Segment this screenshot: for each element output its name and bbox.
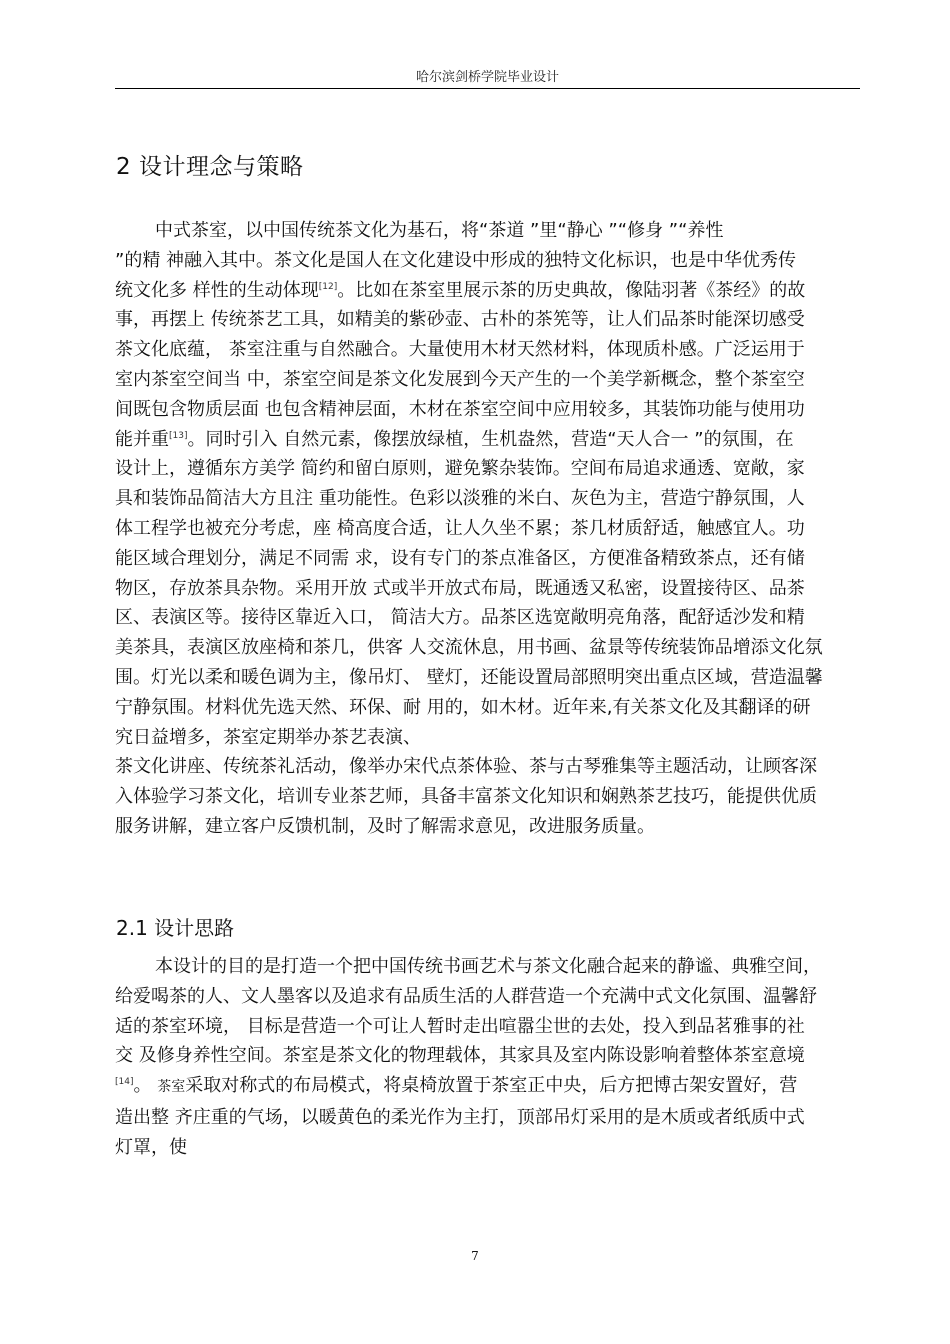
section-heading: 2 设计理念与策略 (116, 154, 304, 180)
paragraph-line: 美茶具，表演区放座椅和茶几，供客 人交流休息，用书画、盆景等传统装饰品增添文化氛 (115, 637, 823, 659)
paragraph-line: 茶文化讲座、传统茶礼活动，像举办宋代点茶体验、茶与古琴雅集等主题活动，让顾客深 (115, 756, 817, 778)
running-header: 哈尔滨剑桥学院毕业设计 (415, 70, 559, 85)
paragraph-line: 本设计的目的是打造一个把中国传统书画艺术与茶文化融合起来的静谧、典雅空间， (155, 956, 821, 977)
paragraph-line: 设计上，遵循东方美学 简约和留白原则，避免繁杂装饰。空间布局追求通透、宽敞，家 (115, 458, 805, 480)
paragraph-line: 造出整 齐庄重的气场，以暖黄色的柔光作为主打，顶部吊灯采用的是木质或者纸质中式 (115, 1106, 805, 1128)
paragraph-line: 事，再摆上 传统茶艺工具，如精美的紫砂壶、古朴的茶筅等，让人们品茶时能深切感受 (115, 309, 805, 331)
citation-14: [14] (115, 1077, 134, 1088)
paragraph-line: 能区域合理划分，满足不同需 求，设有专门的茶点准备区，方便准备精致茶点，还有储 (115, 547, 805, 569)
paragraph-line: 室内茶室空间当 中，茶室空间是茶文化发展到今天产生的一个美学新概念，整个茶室空 (115, 368, 805, 390)
paragraph-line: 入体验学习茶文化，培训专业茶艺师，具备丰富茶文化知识和娴熟茶艺技巧，能提供优质 (115, 786, 817, 808)
paragraph-line: 能并重[13]。同时引入 自然元素，像摆放绿植，生机盎然，营造“天人合一 ”的氛围，在 (115, 428, 794, 450)
page-number: 7 (471, 1249, 479, 1263)
paragraph-line: ”的精 神融入其中。茶文化是国人在文化建设中形成的独特文化标识，也是中华优秀传 (115, 249, 797, 271)
paragraph-line: 间既包含物质层面 也包含精神层面，木材在茶室空间中应用较多，其装饰功能与使用功 (115, 398, 805, 420)
paragraph-line: 体工程学也被充分考虑，座 椅高度合适，让人久坐不累；茶几材质舒适，触感宜人。功 (115, 517, 805, 539)
paragraph-line: 究日益增多，茶室定期举办茶艺表演、 (115, 726, 421, 748)
paragraph-line: 区、表演区等。接待区靠近入口， 简洁大方。品茶区选宽敞明亮角落，配舒适沙发和精 (115, 607, 805, 629)
citation-12: [12] (318, 281, 338, 292)
paragraph-line: 具和装饰品简洁大方且注 重功能性。色彩以淡雅的米白、灰色为主，营造宁静氛围，人 (115, 488, 805, 510)
subsection-paragraph (115, 952, 860, 1163)
paragraph-line: 茶文化底蕴， 茶室注重与自然融合。大量使用木材天然材料，体现质朴感。广泛运用于 (115, 339, 805, 361)
paragraph-line: 灯罩，使 (115, 1136, 187, 1158)
paragraph-line: 适的茶室环境， 目标是营造一个可让人暂时走出喧嚣尘世的去处，投入到品茗雅事的社 (115, 1015, 805, 1037)
subsection-heading: 2.1 设计思路 (116, 916, 235, 940)
paragraph-line: 给爱喝茶的人、文人墨客以及追求有品质生活的人群营造一个充满中式文化氛围、温馨舒 (115, 985, 817, 1007)
paragraph-line: 中式茶室，以中国传统茶文化为基石，将“茶道 ”里“静心 ”“修身 ”“养性 (155, 220, 724, 241)
header-divider (115, 88, 860, 89)
paragraph-line: 宁静氛围。材料优先选天然、环保、耐 用的，如木材。近年来,有关茶文化及其翻译的研 (115, 696, 811, 718)
paragraph-line: 围。灯光以柔和暖色调为主，像吊灯、 壁灯，还能设置局部照明突出重点区域，营造温馨 (115, 666, 823, 688)
paragraph-line: 服务讲解，建立客户反馈机制，及时了解需求意见，改进服务质量。 (115, 815, 655, 837)
paragraph-line: 物区，存放茶具杂物。采用开放 式或半开放式布局，既通透又私密，设置接待区、品茶 (115, 577, 805, 599)
paragraph-line: [14]。 茶室采取对称式的布局模式，将桌椅放置于茶室正中央，后方把博古架安置好，营 (115, 1075, 798, 1097)
citation-13: [13] (169, 430, 188, 441)
paragraph-line: 交 及修身养性空间。茶室是茶文化的物理载体，其家具及室内陈设影响着整体茶室意境 (115, 1045, 805, 1067)
section-paragraph (115, 216, 860, 842)
paragraph-line: 统文化多 样性的生动体现[12]。比如在茶室里展示茶的历史典故，像陆羽著《茶经》的故 (115, 279, 806, 301)
